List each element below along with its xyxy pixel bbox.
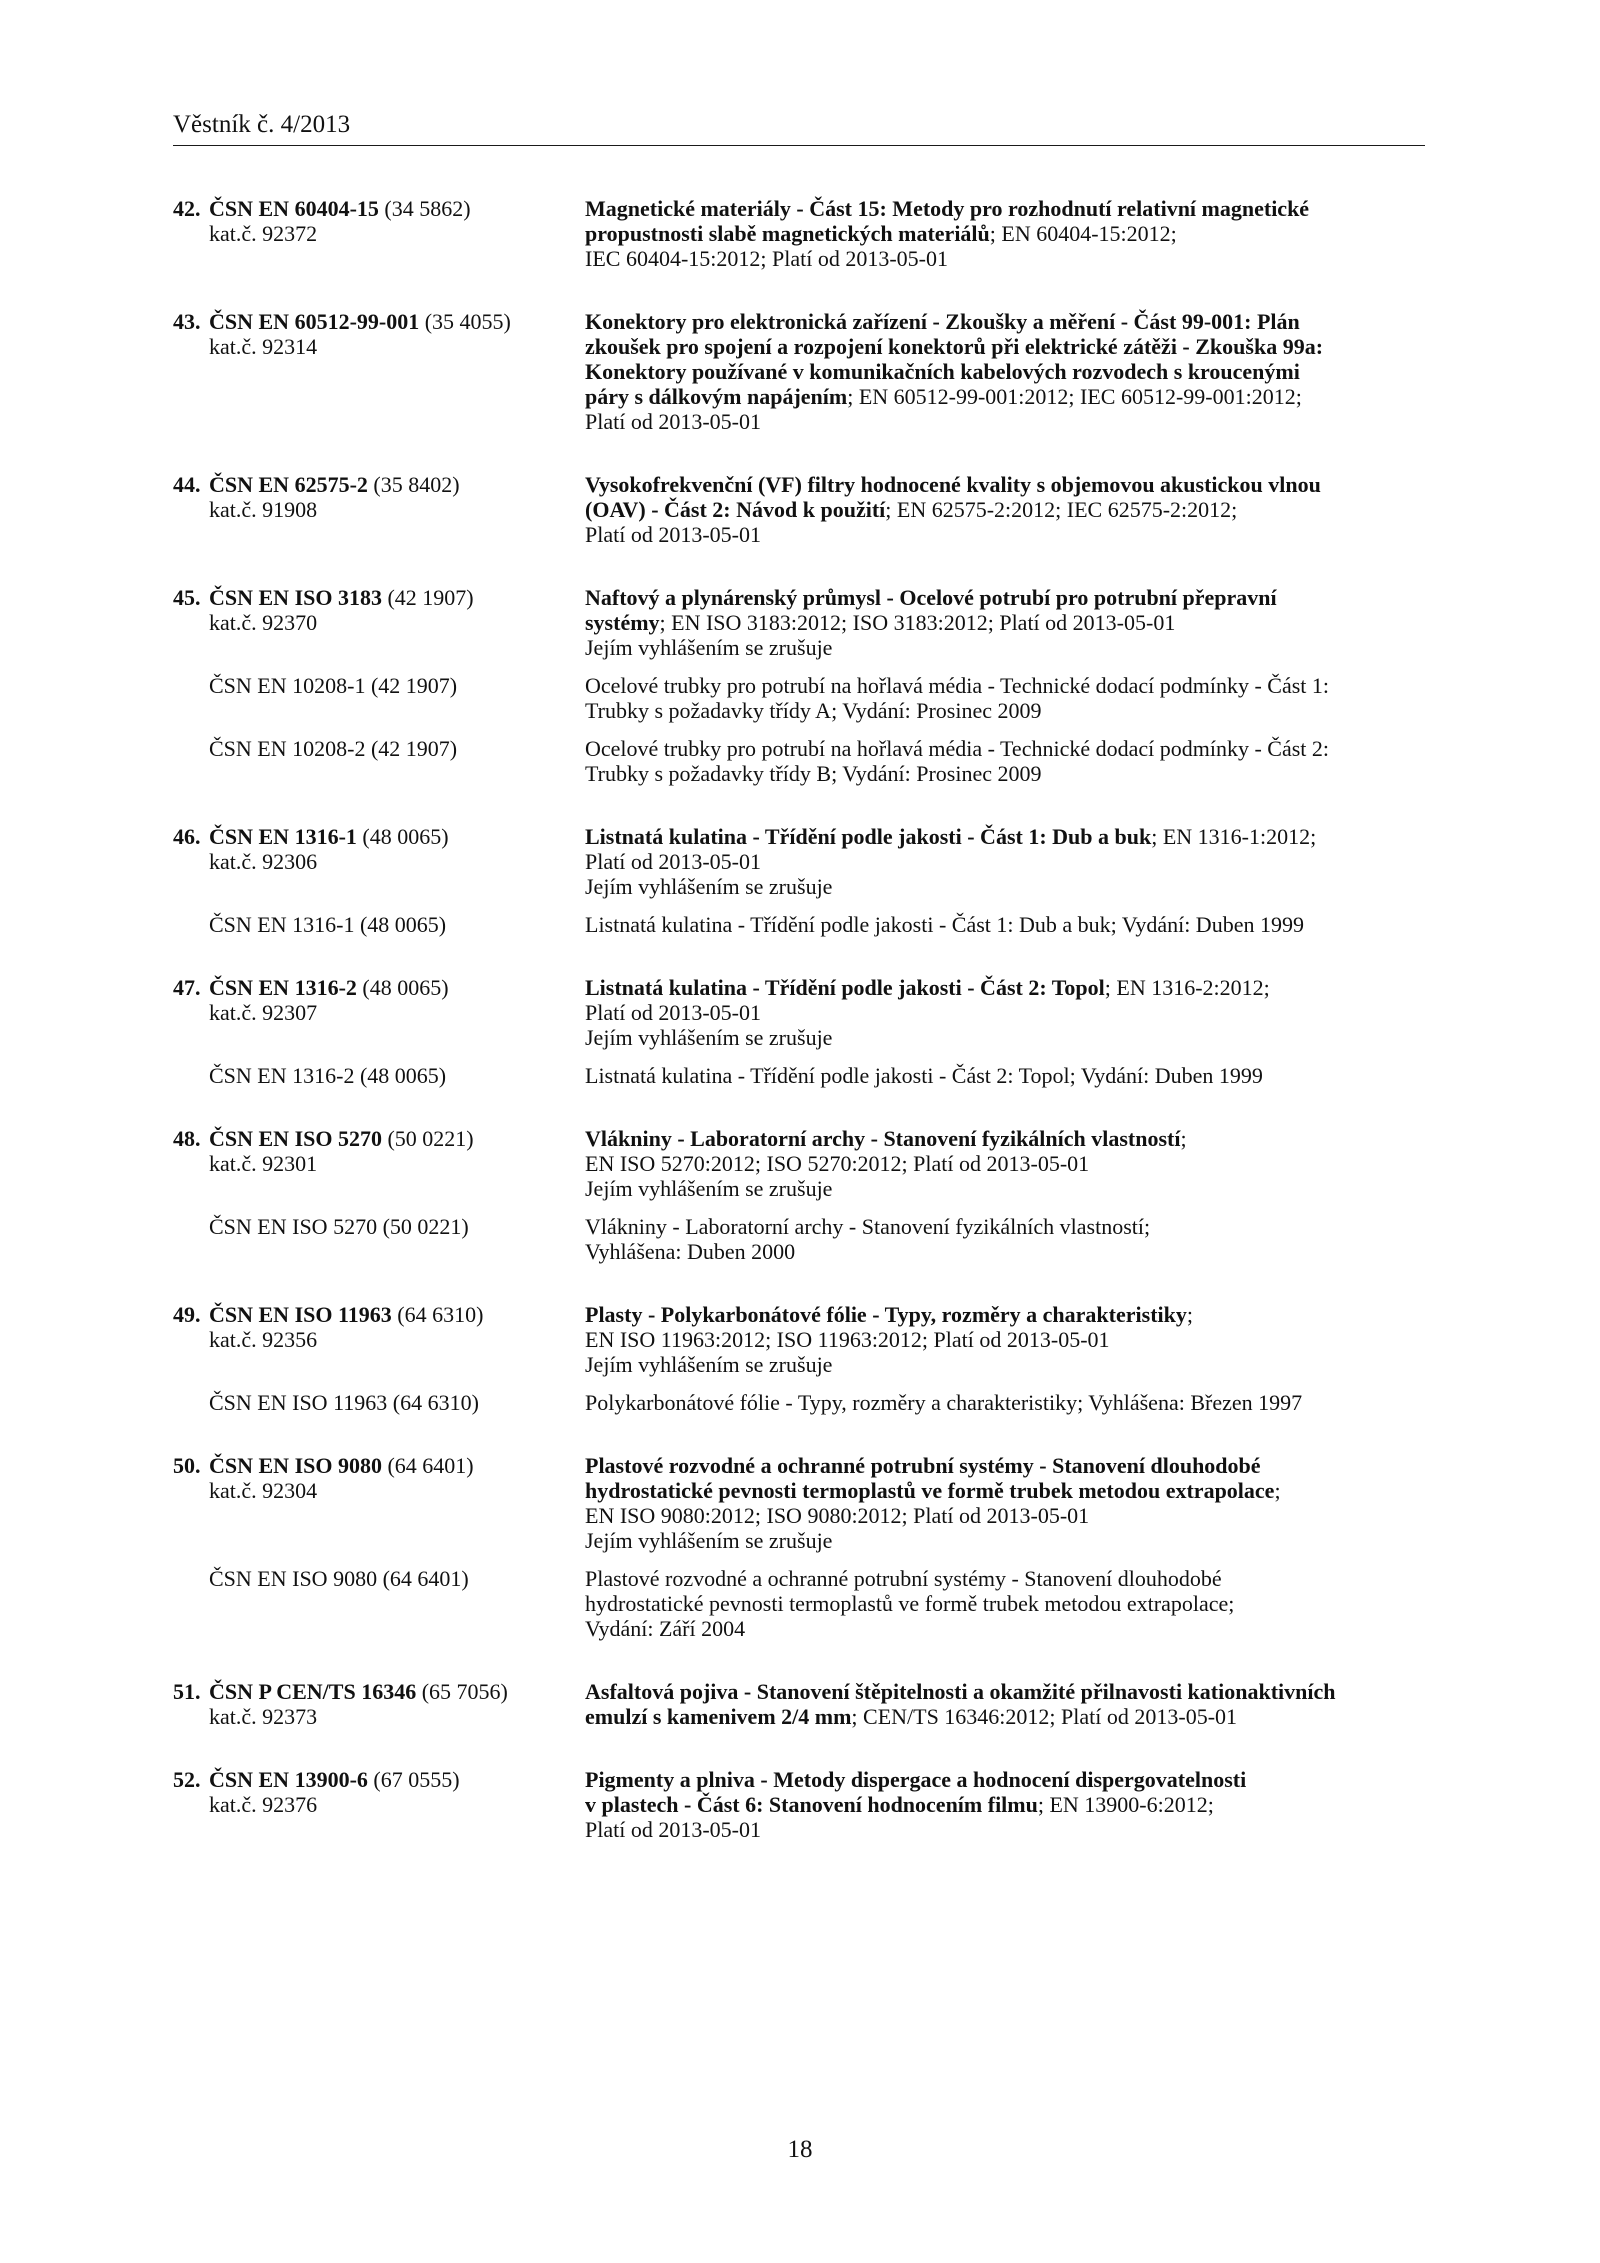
description-line <box>585 1126 1425 1151</box>
standard-description <box>585 309 1425 434</box>
standard-code: ČSN P CEN/TS 16346 <box>209 1679 417 1704</box>
description-line <box>585 1453 1425 1478</box>
description-text: EN ISO 11963:2012; ISO 11963:2012; Platí od 2013-05-01 <box>585 1327 1110 1352</box>
description-text: Jejím vyhlášením se zrušuje <box>585 1176 833 1201</box>
standard-code: ČSN EN ISO 11963 <box>209 1302 392 1327</box>
withdrawn-standard-code: ČSN EN 1316-1 (48 0065) <box>209 912 447 937</box>
entry-identifier <box>173 1679 585 1729</box>
withdrawn-standard-code: ČSN EN 10208-1 (42 1907) <box>209 673 458 698</box>
standard-entry <box>173 472 1425 547</box>
catalog-number: kat.č. 92372 <box>209 221 318 246</box>
standard-code: ČSN EN 60512-99-001 <box>209 309 420 334</box>
entry-identifier <box>173 1126 585 1176</box>
description-line <box>585 1176 1425 1201</box>
description-line <box>585 1503 1425 1528</box>
description-line <box>585 409 1425 434</box>
description-text: EN ISO 9080:2012; ISO 9080:2012; Platí od 2013-05-01 <box>585 1503 1090 1528</box>
withdrawn-description-line: Vydání: Září 2004 <box>585 1616 746 1641</box>
description-line <box>585 196 1425 221</box>
withdrawn-identifier <box>173 1390 585 1415</box>
description-line <box>585 309 1425 334</box>
description-text: Platí od 2013-05-01 <box>585 849 761 874</box>
withdrawn-description <box>585 673 1425 723</box>
description-title-text: systémy <box>585 610 660 635</box>
withdrawn-code-line <box>173 1214 585 1239</box>
withdrawn-standard-row <box>173 1390 1425 1415</box>
description-line <box>585 1478 1425 1503</box>
catalog-number: kat.č. 92370 <box>209 610 318 635</box>
catalog-number: kat.č. 91908 <box>209 497 318 522</box>
standard-code-line <box>173 309 585 334</box>
description-line <box>585 1302 1425 1327</box>
entry-identifier <box>173 975 585 1025</box>
withdrawn-description <box>585 1214 1425 1264</box>
entry-identifier <box>173 824 585 874</box>
catalog-line <box>173 1792 585 1817</box>
description-line <box>585 1767 1425 1792</box>
standard-entry <box>173 309 1425 434</box>
description-line <box>585 849 1425 874</box>
description-line <box>585 1352 1425 1377</box>
description-line <box>585 221 1425 246</box>
entry-main-row <box>173 1302 1425 1377</box>
entry-identifier <box>173 585 585 635</box>
description-line <box>585 522 1425 547</box>
standard-code-line <box>173 472 585 497</box>
withdrawn-standard-row <box>173 673 1425 723</box>
description-line <box>585 1000 1425 1025</box>
description-title-text: hydrostatické pevnosti termoplastů ve formě trubek metodou extrapolace <box>585 1478 1275 1503</box>
withdrawn-description <box>585 736 1425 786</box>
entry-identifier <box>173 196 585 246</box>
entry-identifier <box>173 1767 585 1817</box>
page-number: 18 <box>787 2136 813 2163</box>
description-text: Platí od 2013-05-01 <box>585 1000 761 1025</box>
classification-code: (48 0065) <box>362 975 449 1000</box>
description-line <box>585 246 1425 271</box>
standard-code-line <box>173 824 585 849</box>
standard-code-line <box>173 975 585 1000</box>
withdrawn-description <box>585 1566 1425 1641</box>
description-line <box>585 1704 1425 1729</box>
entry-number: 51. <box>173 1679 201 1704</box>
entry-number: 52. <box>173 1767 201 1792</box>
standard-entry <box>173 585 1425 786</box>
standard-description <box>585 1767 1425 1842</box>
description-line <box>585 824 1425 849</box>
entry-main-row <box>173 824 1425 899</box>
standard-code: ČSN EN ISO 9080 <box>209 1453 382 1478</box>
classification-code: (48 0065) <box>362 824 449 849</box>
withdrawn-standard-code: ČSN EN 1316-2 (48 0065) <box>209 1063 447 1088</box>
standard-code: ČSN EN 1316-2 <box>209 975 357 1000</box>
description-title-text: (OAV) - Část 2: Návod k použití <box>585 497 886 522</box>
description-title-text: propustnosti slabě magnetických materiálů <box>585 221 990 246</box>
entry-number: 50. <box>173 1453 201 1478</box>
header-divider <box>173 145 1425 146</box>
entry-identifier <box>173 1453 585 1503</box>
entry-main-row <box>173 1126 1425 1201</box>
standard-code: ČSN EN ISO 5270 <box>209 1126 382 1151</box>
description-line <box>585 1679 1425 1704</box>
standard-description <box>585 585 1425 660</box>
withdrawn-code-line <box>173 1390 585 1415</box>
withdrawn-identifier <box>173 1063 585 1088</box>
classification-code: (42 1907) <box>387 585 474 610</box>
description-line <box>585 1025 1425 1050</box>
standard-description <box>585 1126 1425 1201</box>
withdrawn-description-line: Polykarbonátové fólie - Typy, rozměry a charakteristiky; Vyhlášena: Březen 1997 <box>585 1390 1303 1415</box>
withdrawn-standard-row <box>173 1063 1425 1088</box>
description-line <box>585 635 1425 660</box>
description-title-text: Plastové rozvodné a ochranné potrubní systémy - Stanovení dlouhodobé <box>585 1453 1261 1478</box>
standard-description <box>585 196 1425 271</box>
withdrawn-identifier <box>173 1214 585 1239</box>
entry-number: 45. <box>173 585 201 610</box>
classification-code: (67 0555) <box>373 1767 460 1792</box>
description-title-text: Listnatá kulatina - Třídění podle jakosti - Část 2: Topol <box>585 975 1105 1000</box>
withdrawn-identifier <box>173 1566 585 1591</box>
description-line <box>585 472 1425 497</box>
classification-code: (35 4055) <box>424 309 511 334</box>
classification-code: (34 5862) <box>384 196 471 221</box>
withdrawn-standard-code: ČSN EN ISO 5270 (50 0221) <box>209 1214 469 1239</box>
catalog-number: kat.č. 92314 <box>209 334 318 359</box>
standard-entry <box>173 1453 1425 1641</box>
withdrawn-description-line: Trubky s požadavky třídy A; Vydání: Prosinec 2009 <box>585 698 1042 723</box>
entry-number: 49. <box>173 1302 201 1327</box>
entry-main-row <box>173 472 1425 547</box>
description-text: Jejím vyhlášením se zrušuje <box>585 1352 833 1377</box>
description-line <box>585 975 1425 1000</box>
description-title-text: Asfaltová pojiva - Stanovení štěpitelnosti a okamžité přilnavosti kationaktivních <box>585 1679 1336 1704</box>
withdrawn-standard-code: ČSN EN 10208-2 (42 1907) <box>209 736 458 761</box>
catalog-line <box>173 1478 585 1503</box>
withdrawn-description-line: Plastové rozvodné a ochranné potrubní systémy - Stanovení dlouhodobé <box>585 1566 1222 1591</box>
withdrawn-standard-code: ČSN EN ISO 11963 (64 6310) <box>209 1390 479 1415</box>
description-title-text: zkoušek pro spojení a rozpojení konektorů při elektrické zátěži - Zkouška 99a: <box>585 334 1324 359</box>
description-title-text: emulzí s kamenivem 2/4 mm <box>585 1704 852 1729</box>
standard-code: ČSN EN 62575-2 <box>209 472 368 497</box>
description-line <box>585 1151 1425 1176</box>
entry-main-row <box>173 1679 1425 1729</box>
description-text: Platí od 2013-05-01 <box>585 409 761 434</box>
description-title-text: páry s dálkovým napájením <box>585 384 848 409</box>
standard-entry <box>173 1302 1425 1415</box>
catalog-number: kat.č. 92373 <box>209 1704 318 1729</box>
standard-entry <box>173 196 1425 271</box>
withdrawn-description-line: Vlákniny - Laboratorní archy - Stanovení fyzikálních vlastností; <box>585 1214 1151 1239</box>
description-text: Platí od 2013-05-01 <box>585 1817 761 1842</box>
description-line <box>585 1792 1425 1817</box>
description-title-text: Naftový a plynárenský průmysl - Ocelové potrubí pro potrubní přepravní <box>585 585 1277 610</box>
entry-number: 42. <box>173 196 201 221</box>
description-line <box>585 610 1425 635</box>
description-text: ; <box>1186 1302 1193 1327</box>
catalog-line <box>173 221 585 246</box>
entry-identifier <box>173 1302 585 1352</box>
withdrawn-code-line <box>173 1063 585 1088</box>
entry-main-row <box>173 196 1425 271</box>
entry-number: 47. <box>173 975 201 1000</box>
withdrawn-description <box>585 912 1425 937</box>
withdrawn-identifier <box>173 736 585 761</box>
description-text: ; EN 60512-99-001:2012; IEC 60512-99-001:2012; <box>847 384 1302 409</box>
entry-main-row <box>173 1453 1425 1553</box>
withdrawn-standard-code: ČSN EN ISO 9080 (64 6401) <box>209 1566 469 1591</box>
standard-code: ČSN EN 1316-1 <box>209 824 357 849</box>
standard-description <box>585 975 1425 1050</box>
entry-number: 43. <box>173 309 201 334</box>
withdrawn-standard-row <box>173 912 1425 937</box>
withdrawn-description-line: Ocelové trubky pro potrubí na hořlavá média - Technické dodací podmínky - Část 1: <box>585 673 1330 698</box>
description-line <box>585 1327 1425 1352</box>
withdrawn-description-line: Listnatá kulatina - Třídění podle jakosti - Část 2: Topol; Vydání: Duben 1999 <box>585 1063 1263 1088</box>
standard-code-line <box>173 1126 585 1151</box>
standard-code-line <box>173 585 585 610</box>
entry-number: 48. <box>173 1126 201 1151</box>
description-line <box>585 334 1425 359</box>
description-title-text: Konektory používané v komunikačních kabelových rozvodech s kroucenými <box>585 359 1300 384</box>
description-title-text: Vlákniny - Laboratorní archy - Stanovení fyzikálních vlastností <box>585 1126 1181 1151</box>
catalog-line <box>173 610 585 635</box>
standard-code: ČSN EN 13900-6 <box>209 1767 368 1792</box>
description-text: ; <box>1274 1478 1281 1503</box>
standard-description <box>585 1302 1425 1377</box>
description-line <box>585 1817 1425 1842</box>
standard-code-line <box>173 1679 585 1704</box>
description-line <box>585 497 1425 522</box>
withdrawn-standard-row <box>173 1566 1425 1641</box>
withdrawn-standard-row <box>173 736 1425 786</box>
standard-description <box>585 1453 1425 1553</box>
description-text: Platí od 2013-05-01 <box>585 522 761 547</box>
standards-list <box>173 196 1425 1880</box>
description-title-text: Listnatá kulatina - Třídění podle jakosti - Část 1: Dub a buk <box>585 824 1152 849</box>
description-text: ; EN 13900-6:2012; <box>1037 1792 1214 1817</box>
standard-entry <box>173 1767 1425 1842</box>
description-text: Jejím vyhlášením se zrušuje <box>585 1025 833 1050</box>
description-text: IEC 60404-15:2012; Platí od 2013-05-01 <box>585 246 948 271</box>
description-text: ; <box>1180 1126 1187 1151</box>
description-text: ; CEN/TS 16346:2012; Platí od 2013-05-01 <box>851 1704 1238 1729</box>
standard-entry <box>173 1126 1425 1264</box>
withdrawn-description-line: Vyhlášena: Duben 2000 <box>585 1239 796 1264</box>
catalog-line <box>173 334 585 359</box>
catalog-line <box>173 849 585 874</box>
catalog-line <box>173 1704 585 1729</box>
description-title-text: Plasty - Polykarbonátové fólie - Typy, rozměry a charakteristiky <box>585 1302 1187 1327</box>
description-text: ; EN 62575-2:2012; IEC 62575-2:2012; <box>885 497 1238 522</box>
description-text: Jejím vyhlášením se zrušuje <box>585 635 833 660</box>
classification-code: (50 0221) <box>387 1126 474 1151</box>
withdrawn-description-line: Trubky s požadavky třídy B; Vydání: Prosinec 2009 <box>585 761 1042 786</box>
description-text: Jejím vyhlášením se zrušuje <box>585 1528 833 1553</box>
standard-description <box>585 1679 1425 1729</box>
withdrawn-description-line: hydrostatické pevnosti termoplastů ve formě trubek metodou extrapolace; <box>585 1591 1235 1616</box>
entry-main-row <box>173 1767 1425 1842</box>
withdrawn-description-line: Listnatá kulatina - Třídění podle jakosti - Část 1: Dub a buk; Vydání: Duben 1999 <box>585 912 1304 937</box>
catalog-number: kat.č. 92376 <box>209 1792 318 1817</box>
catalog-number: kat.č. 92304 <box>209 1478 318 1503</box>
catalog-line <box>173 1151 585 1176</box>
withdrawn-description <box>585 1063 1425 1088</box>
entry-main-row <box>173 975 1425 1050</box>
standard-code-line <box>173 196 585 221</box>
description-text: ; EN 60404-15:2012; <box>989 221 1177 246</box>
classification-code: (65 7056) <box>421 1679 508 1704</box>
standard-code-line <box>173 1767 585 1792</box>
description-title-text: v plastech - Část 6: Stanovení hodnocením filmu <box>585 1792 1038 1817</box>
description-title-text: Magnetické materiály - Část 15: Metody pro rozhodnutí relativní magnetické <box>585 196 1310 221</box>
withdrawn-description-line: Ocelové trubky pro potrubí na hořlavá média - Technické dodací podmínky - Část 2: <box>585 736 1330 761</box>
page-header-title: Věstník č. 4/2013 <box>173 111 351 138</box>
catalog-line <box>173 497 585 522</box>
standard-entry <box>173 1679 1425 1729</box>
withdrawn-standard-row <box>173 1214 1425 1264</box>
catalog-number: kat.č. 92306 <box>209 849 318 874</box>
standard-entry <box>173 824 1425 937</box>
entry-number: 46. <box>173 824 201 849</box>
entry-number: 44. <box>173 472 201 497</box>
description-line <box>585 1528 1425 1553</box>
description-line <box>585 384 1425 409</box>
catalog-line <box>173 1327 585 1352</box>
standard-code-line <box>173 1302 585 1327</box>
entry-identifier <box>173 472 585 522</box>
description-text: ; EN 1316-2:2012; <box>1104 975 1270 1000</box>
standard-code: ČSN EN 60404-15 <box>209 196 379 221</box>
standard-description <box>585 472 1425 547</box>
description-line <box>585 585 1425 610</box>
catalog-number: kat.č. 92301 <box>209 1151 318 1176</box>
catalog-number: kat.č. 92307 <box>209 1000 318 1025</box>
entry-main-row <box>173 585 1425 660</box>
classification-code: (35 8402) <box>373 472 460 497</box>
description-title-text: Konektory pro elektronická zařízení - Zkoušky a měření - Část 99-001: Plán <box>585 309 1300 334</box>
description-title-text: Vysokofrekvenční (VF) filtry hodnocené kvality s objemovou akustickou vlnou <box>585 472 1321 497</box>
classification-code: (64 6310) <box>397 1302 484 1327</box>
withdrawn-code-line <box>173 736 585 761</box>
standard-code: ČSN EN ISO 3183 <box>209 585 382 610</box>
description-text: Jejím vyhlášením se zrušuje <box>585 874 833 899</box>
withdrawn-code-line <box>173 673 585 698</box>
withdrawn-description <box>585 1390 1425 1415</box>
withdrawn-code-line <box>173 912 585 937</box>
catalog-number: kat.č. 92356 <box>209 1327 318 1352</box>
standard-entry <box>173 975 1425 1088</box>
description-line <box>585 359 1425 384</box>
description-text: ; EN ISO 3183:2012; ISO 3183:2012; Platí od 2013-05-01 <box>659 610 1176 635</box>
withdrawn-identifier <box>173 673 585 698</box>
classification-code: (64 6401) <box>387 1453 474 1478</box>
entry-identifier <box>173 309 585 359</box>
entry-main-row <box>173 309 1425 434</box>
standard-description <box>585 824 1425 899</box>
description-line <box>585 874 1425 899</box>
catalog-line <box>173 1000 585 1025</box>
description-text: ; EN 1316-1:2012; <box>1151 824 1317 849</box>
withdrawn-code-line <box>173 1566 585 1591</box>
description-text: EN ISO 5270:2012; ISO 5270:2012; Platí od 2013-05-01 <box>585 1151 1090 1176</box>
withdrawn-identifier <box>173 912 585 937</box>
standard-code-line <box>173 1453 585 1478</box>
description-title-text: Pigmenty a plniva - Metody dispergace a hodnocení dispergovatelnosti <box>585 1767 1247 1792</box>
